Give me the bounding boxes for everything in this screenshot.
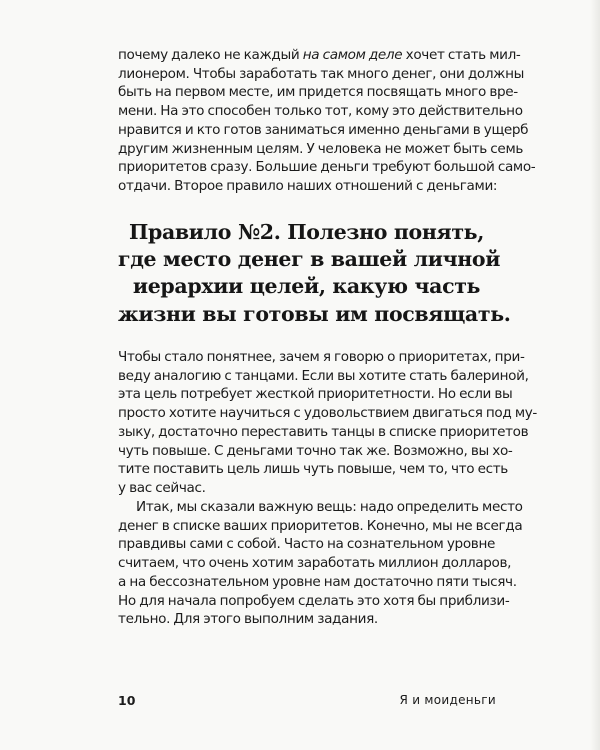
paragraph-3-line: тельно. Для этого выполним задания. <box>118 611 378 628</box>
rule-heading <box>118 219 511 328</box>
paragraph-2-line: просто хотите научиться с удовольствием двигаться под му- <box>118 405 537 422</box>
paragraph-1-line: быть на первом месте, им придется посвящать много вре- <box>118 84 518 101</box>
running-title: Я и моиденьги <box>399 693 496 707</box>
paragraph-2-line: Чтобы стало понятнее, зачем я говорю о приоритетах, при- <box>118 349 525 365</box>
paragraph-1-line: приоритетов сразу. Большие деньги требуют большой само- <box>118 159 536 176</box>
paragraph-2-line: зыку, достаточно переставить танцы в списке приоритетов <box>118 423 529 440</box>
emphasis-text: на самом деле <box>302 47 403 63</box>
paragraph-3-line: а на бессознательном уровне нам достаточно пяти тысяч. <box>118 573 517 590</box>
paragraph-2-line: тите поставить цель лишь чуть повыше, чем то, что есть <box>118 461 508 478</box>
paragraph-3-line: считаем, что очень хотим заработать миллион долларов, <box>118 555 512 572</box>
page-edge-shadow <box>590 0 600 750</box>
paragraph-3-line: денег в списке ваших приоритетов. Конечно, мы не всегда <box>118 517 523 534</box>
paragraph-2-line: у вас сейчас. <box>118 479 206 496</box>
page-number: 10 <box>118 693 136 708</box>
paragraph-3-line: правдивы сами с собой. Часто на сознательном уровне <box>118 536 495 553</box>
rule-line: иерархии целей, какую часть <box>132 274 481 299</box>
paragraph-3 <box>118 498 523 629</box>
paragraph-1-line: мени. На это способен только тот, кому это действительно <box>118 103 523 120</box>
paragraph-3-line: Итак, мы сказали важную вещь: надо определить место <box>136 499 523 515</box>
paragraph-1-line: отдачи. Второе правило наших отношений с деньгами: <box>118 177 498 194</box>
paragraph-2-line: веду аналогию с танцами. Если вы хотите стать балериной, <box>118 367 529 384</box>
paragraph-2-line: чуть повыше. С деньгами точно так же. Возможно, вы хо- <box>118 442 513 459</box>
rule-line: где место денег в вашей личной <box>118 247 501 272</box>
paragraph-1-line: нравится и кто готов заниматься именно деньгами в ущерб <box>118 121 529 138</box>
paragraph-2-line: эта цель потребует жесткой приоритетности. Но если вы <box>118 386 513 403</box>
paragraph-3-line: Но для начала попробуем сделать это хотя бы приблизи- <box>118 592 510 609</box>
rule-line: Правило №2. Полезно понять, <box>128 220 485 244</box>
paragraph-2 <box>118 348 537 498</box>
paragraph-1-line: почему далеко не каждый на самом деле хочет стать мил- <box>118 47 521 63</box>
paragraph-1-line: другим жизненным целям. У человека не может быть семь <box>118 140 524 157</box>
paragraph-1-line: лионером. Чтобы заработать так много денег, они должны <box>118 65 524 82</box>
paragraph-1 <box>118 46 536 196</box>
rule-line: жизни вы готовы им посвящать. <box>118 301 511 326</box>
